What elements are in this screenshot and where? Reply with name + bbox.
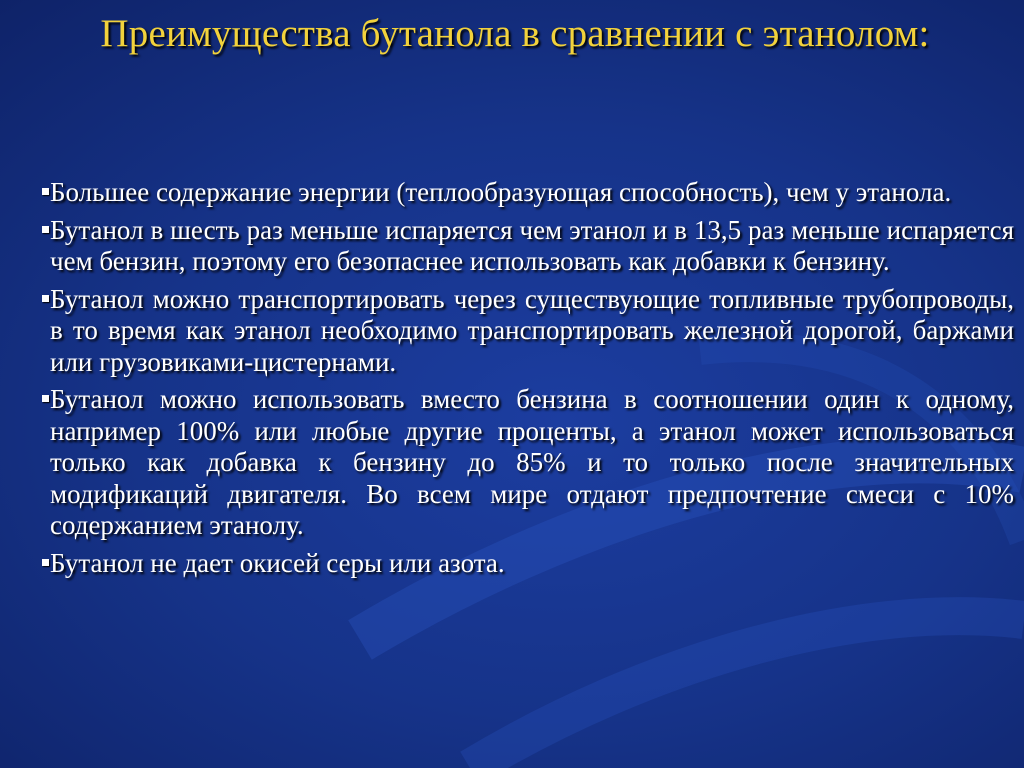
bullet-text: Бутанол можно транспортировать через существующие топливные трубопроводы, в то время как этанол необходимо транспортировать железной дорогой, баржами или грузовиками-цистернами. xyxy=(50,283,1014,377)
square-bullet-icon xyxy=(42,395,49,402)
bullet-text: Большее содержание энергии (теплообразующая способность), чем у этанола. xyxy=(50,177,952,207)
bullet-item xyxy=(42,215,1014,278)
square-bullet-icon xyxy=(42,295,49,302)
square-bullet-icon xyxy=(42,559,49,566)
bullet-text: Бутанол в шесть раз меньше испаряется чем этанол и в 13,5 раз меньше испаряется чем бензин, поэтому его безопаснее использовать как добавки к бензину. xyxy=(50,214,1014,276)
square-bullet-icon xyxy=(42,188,49,195)
square-bullet-icon xyxy=(42,226,49,233)
bullet-text: Бутанол не дает окисей серы или азота. xyxy=(50,547,505,578)
bullet-item xyxy=(42,384,1014,542)
bullet-list xyxy=(42,177,1014,585)
bullet-item xyxy=(42,548,1014,580)
bullet-item xyxy=(42,284,1014,379)
bullet-item xyxy=(42,177,1014,209)
slide-title: Преимущества бутанола в сравнении с этанолом: xyxy=(100,12,930,55)
bullet-text: Бутанол можно использовать вместо бензина в соотношении один к одному, например 100% или любые другие проценты, а этанол может использоваться только как добавка к бензину до 85% и то только после значительных модификаций двигателя. Во всем мире отдают предпочтение смеси с 10% содержанием этанолу. xyxy=(50,384,1014,540)
